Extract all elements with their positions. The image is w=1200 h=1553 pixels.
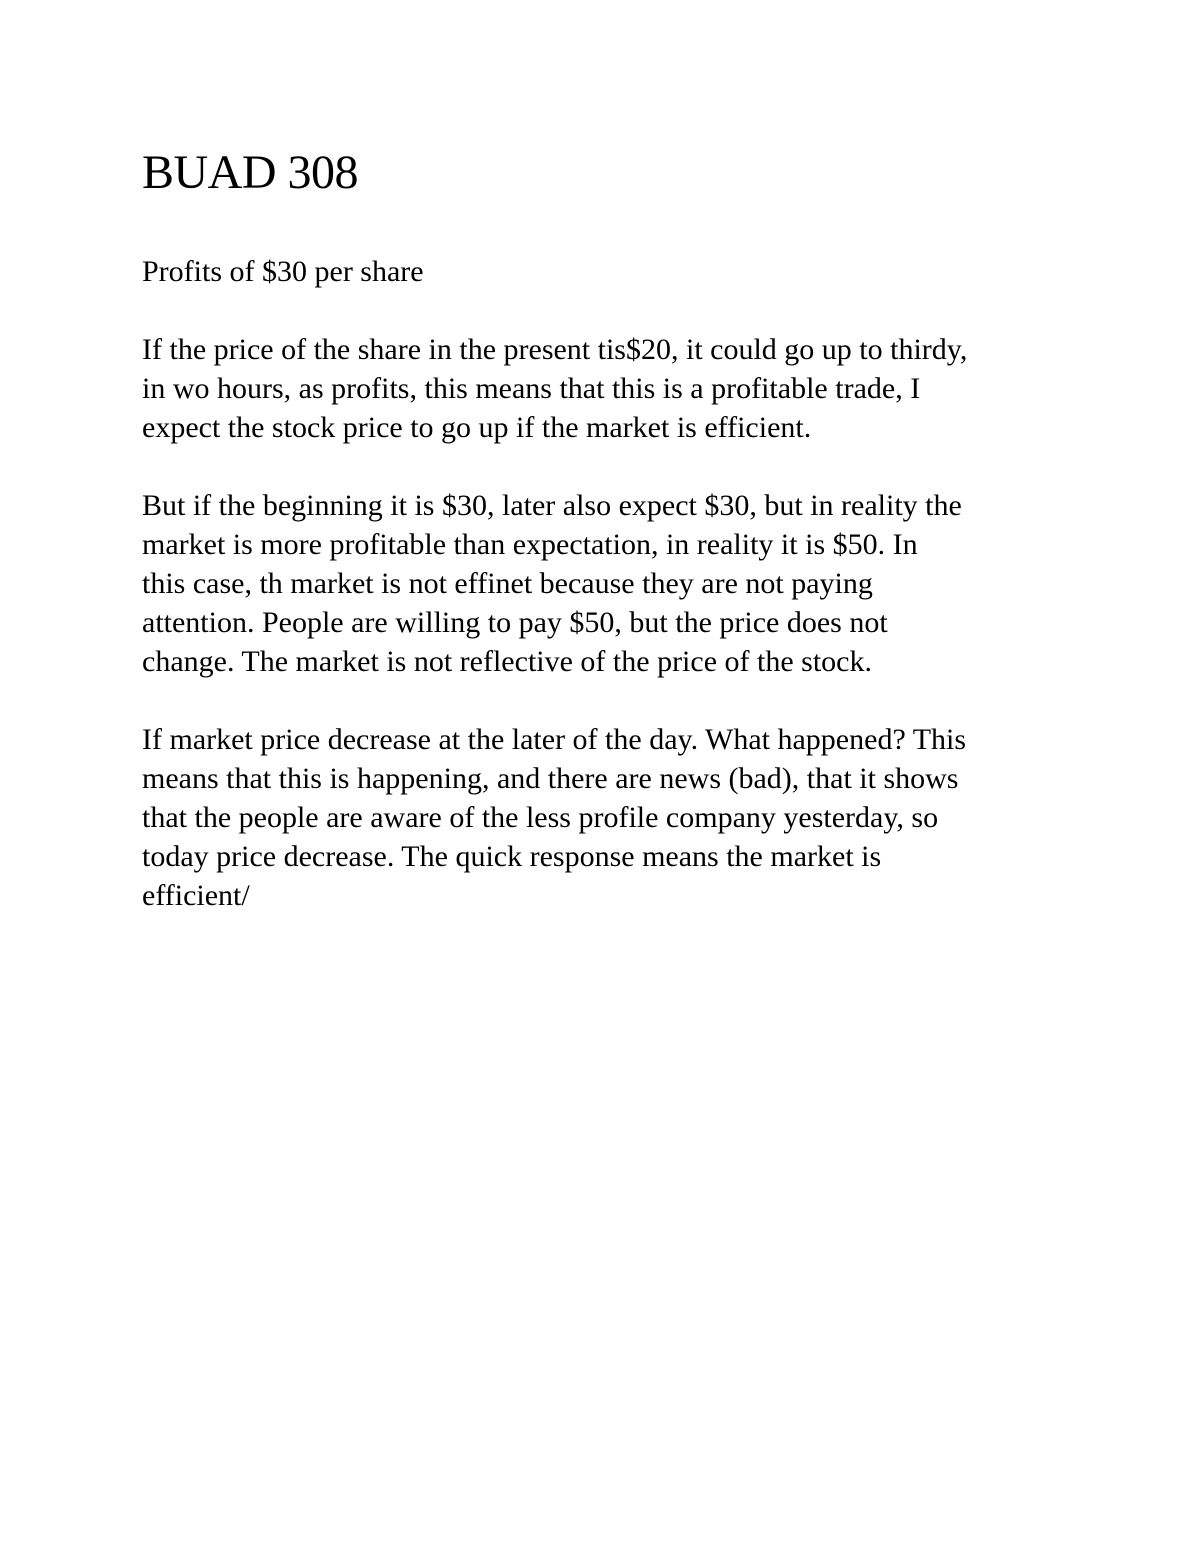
document-title: BUAD 308 bbox=[142, 146, 359, 199]
paragraph-line: If market price decrease at the later of the day. What happened? This bbox=[142, 723, 967, 756]
paragraph-2 bbox=[142, 486, 1082, 681]
paragraph-3 bbox=[142, 720, 1082, 915]
paragraph-line: attention. People are willing to pay $50, but the price does not bbox=[142, 606, 888, 639]
paragraph-line: this case, th market is not effinet because they are not paying bbox=[142, 567, 873, 600]
paragraph-line: efficient/ bbox=[142, 879, 250, 912]
paragraph-line: But if the beginning it is $30, later also expect $30, but in reality the bbox=[142, 489, 962, 522]
paragraph-line: expect the stock price to go up if the market is efficient. bbox=[142, 411, 812, 444]
paragraph-line: change. The market is not reflective of the price of the stock. bbox=[142, 645, 872, 678]
document-subtitle: Profits of $30 per share bbox=[142, 255, 424, 288]
paragraph-line: If the price of the share in the present tis$20, it could go up to thirdy, bbox=[142, 333, 968, 366]
paragraph-line: market is more profitable than expectation, in reality it is $50. In bbox=[142, 528, 918, 561]
paragraph-line: that the people are aware of the less profile company yesterday, so bbox=[142, 801, 939, 834]
paragraph-line: means that this is happening, and there are news (bad), that it shows bbox=[142, 762, 959, 795]
paragraph-1 bbox=[142, 330, 1082, 447]
paragraph-line: in wo hours, as profits, this means that this is a profitable trade, I bbox=[142, 372, 921, 405]
document-body bbox=[142, 140, 1082, 915]
paragraph-line: today price decrease. The quick response means the market is bbox=[142, 840, 882, 873]
